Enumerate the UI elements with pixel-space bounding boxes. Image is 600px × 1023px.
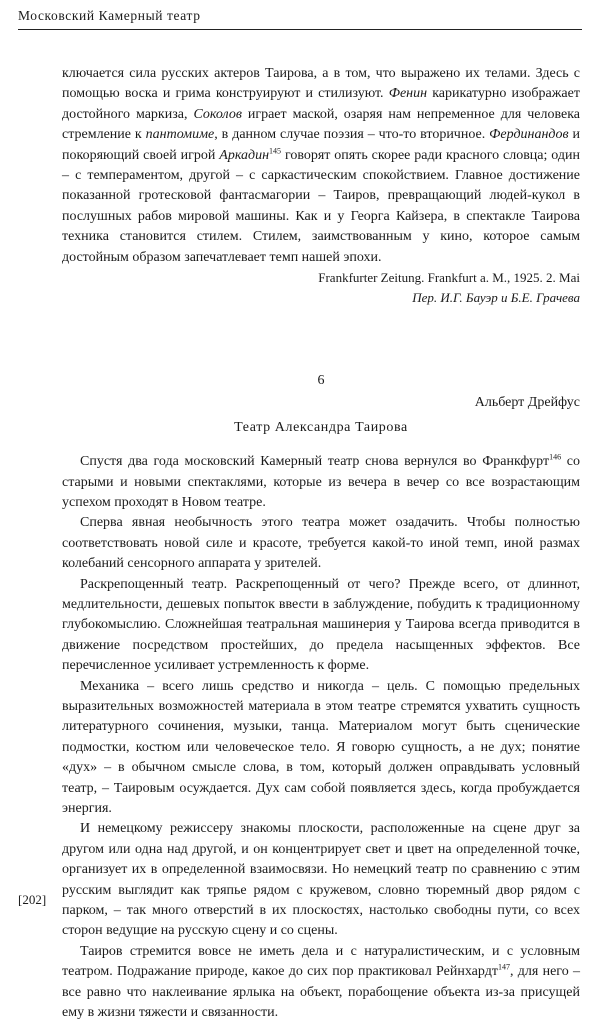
actor-name: Фердинандов (489, 127, 569, 143)
paragraph (62, 942, 580, 1023)
translators-credit (62, 288, 580, 308)
paragraph: Механика – всего лишь средство и никогда – цель. С помощью предельных выразительных возможностей материала в этом театре стремятся ухватить сущность литературного сочинения, музыки, танца. Материалом могут быть сценические подмостки, костюм или человеческое тело. Я говорю сущность, а не дух; понятие «дух» – в обычном смысле слова, в том, который должен оправдывать условный театр, – Таировым осуждается. Дух сам собой появляется здесь, когда пробуждается энергия. (62, 678, 580, 816)
section-number: 6 (317, 372, 325, 388)
text-run: карикатурно изображает достойного маркиза, (62, 86, 580, 122)
text-run: ключается сила русских актеров Таирова, а в том, что выражено их телами. Здесь с помощью воска и грима конструируют и стилизуют. (62, 66, 580, 102)
running-head: Московский Камерный театр (18, 8, 582, 30)
footnote-ref: 147 (497, 962, 510, 972)
emphasis: пантомиме (145, 127, 215, 143)
actor-name: Фенин (388, 86, 428, 102)
paragraph-continued (62, 64, 580, 268)
section-title: Театр Александра Таирова (234, 419, 408, 435)
text-run: со старыми и новыми спектаклями, которые из вечера в вечер со все возрастающим успехом проходят в Новом театре. (62, 454, 580, 510)
paragraph: Сперва явная необычность этого театра может озадачить. Чтобы полностью соответствовать новой силе и красоте, требуется какой-то иной темп, иной размах колебаний сенсорного аппарата у зрителей. (62, 515, 580, 572)
actor-name: Аркадин (219, 147, 270, 163)
text-run: говорят опять скорее ради красного словца; один – с темпераментом, другой – с саркастическим спокойствием. Главное достижение показанной гротесковой фантасмагории – Таиров, превращающий людей-кукол в послушных рабов мировой машины. Как и у Георга Кайзера, в спектакле Таирова техника становится стилем. Стилем, заимствованным у кино, которое самым достойным образом запечатлевает темп нашей эпохи. (62, 147, 581, 265)
source-citation: Frankfurter Zeitung. Frankfurt a. M., 1925. 2. Mai (318, 270, 580, 286)
actor-name: Соколов (193, 106, 242, 122)
text-run: Спустя два года московский Камерный театр снова вернулся во Франкфурт (80, 454, 550, 470)
page-number: [202] (18, 892, 47, 907)
paragraph (62, 452, 580, 513)
text-run: играет маской, озаряя нам непременное для человека стремление к (62, 106, 581, 143)
text-run: , для него – все равно что наклеивание ярлыка на объект, порабощение объекта из-за присущей ему в жизни тяжести и связанности. (62, 964, 581, 1021)
paragraph: И немецкому режиссеру знакомы плоскости, расположенные на сцене друг за другом или одна над другой, и он концентрирует свет и цвет на определенной точке, организует их в определенной взаимосвязи. Но немецкий театр по сравнению с этим русским выглядит как тряпье рядом с кружевом, словно тюремный двор рядом с парком, – так много отверстий в их плоскостях, настолько свободны пути, со всех сторон ведущие на русскую сцену и со сцены. (62, 821, 580, 939)
text-run: Таиров стремится вовсе не иметь дела и с натуралистическим, и с условным театром. Подражание природе, какое до сих пор практиковал Рейнхардт (62, 943, 580, 980)
footnote-ref: 145 (269, 145, 282, 155)
paragraph: Раскрепощенный театр. Раскрепощенный от чего? Прежде всего, от длиннот, медлительности, дешевых попыток ввести в заблуждение, побудить к традиционному глубокомыслию. Сложнейшая театральная машинерия у Таирова всегда приводится в движение посредством простейших, до предела насыщенных эффектов. Все перечисленное усиливает устремленность к форме. (62, 576, 580, 674)
section-author: Альберт Дрейфус (474, 395, 580, 411)
text-run: , в данном случае поэзия – что-то вторичное. (214, 127, 490, 143)
body-text (62, 64, 580, 1023)
footnote-ref: 146 (549, 452, 562, 462)
text-run: и покоряющий своей игрой (62, 127, 580, 163)
translators-text: Пер. И.Г. Бауэр и Б.Е. Грачева (412, 290, 580, 306)
